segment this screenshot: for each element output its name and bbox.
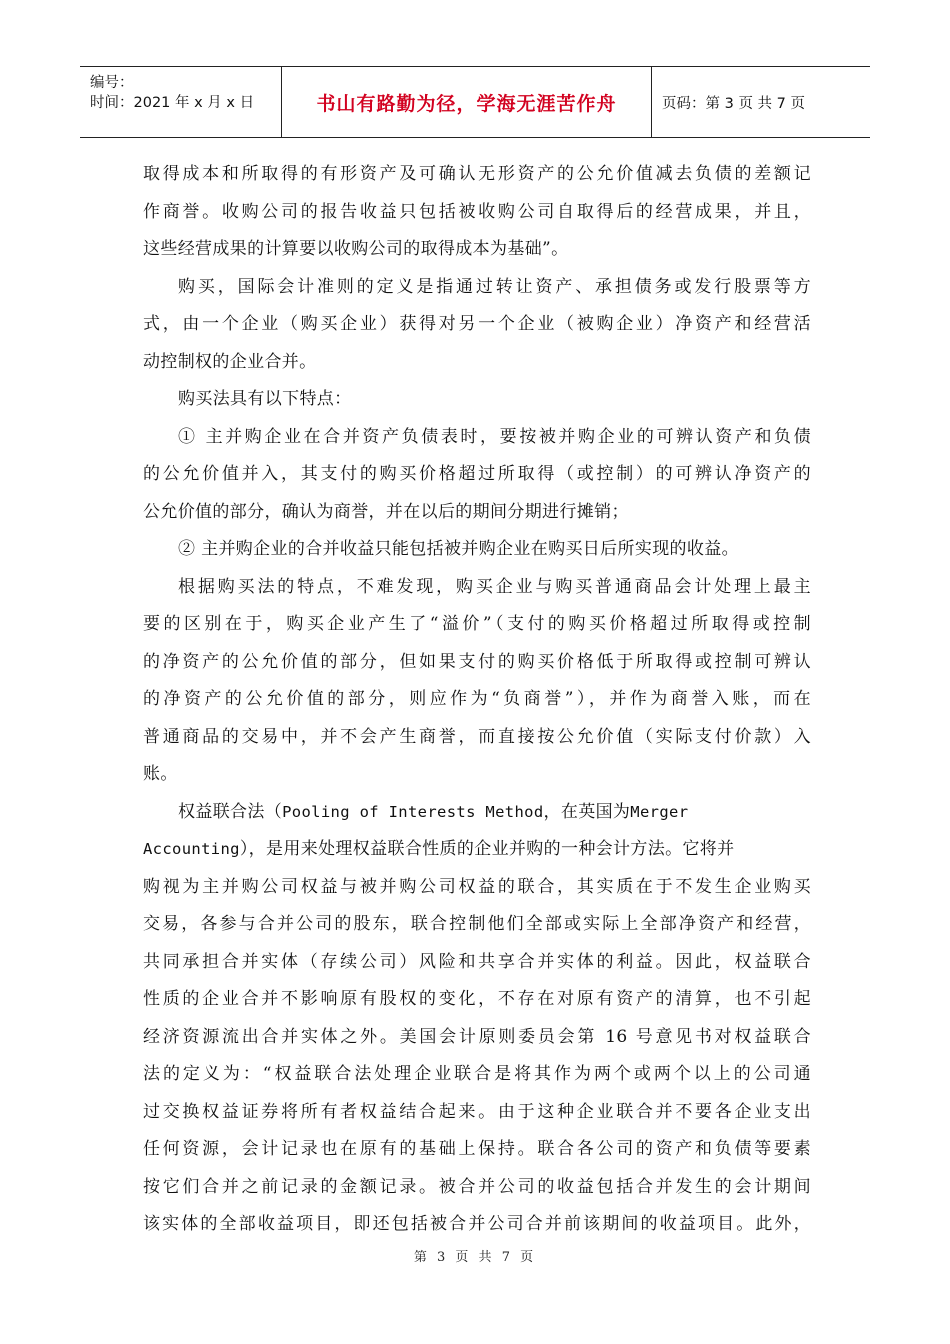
text-line: 动控制权的企业合并。 [143, 351, 317, 372]
text-line: 按它们合并之前记录的金额记录。被合并公司的收益包括合并发生的会计期间 [143, 1176, 811, 1197]
text-line: 账。 [143, 764, 178, 784]
text-line: 取得成本和所取得的有形资产及可确认无形资产的公允价值减去负债的差额记 [143, 164, 811, 184]
text-fragment: ），是用来处理权益联合性质的企业并购的一种会计方法。它将并 [239, 839, 735, 859]
text-line: 该实体的全部收益项目，即还包括被合并公司合并前该期间的收益项目。此外， [143, 1214, 811, 1234]
text-line: 式，由一个企业（购买企业）获得对另一个企业（被购企业）净资产和经营活 [143, 314, 811, 334]
text-line: 经济资源流出合并实体之外。美国会计原则委员会第 16 号意见书对权益联合 [143, 1026, 811, 1047]
text-line: 根据购买法的特点，不难发现，购买企业与购买普通商品会计处理上最主 [178, 576, 811, 597]
text-line: 的净资产的公允价值的部分，则应作为“负商誉”），并作为商誉入账，而在 [143, 689, 811, 709]
text-line: 要的区别在于，购买企业产生了“溢价”（支付的购买价格超过所取得或控制 [143, 614, 811, 634]
text-line: 公允价值的部分，确认为商誉，并在以后的期间分期进行摊销； [143, 501, 629, 522]
document-body [143, 156, 811, 1244]
text-line: 法的定义为：“权益联合法处理企业联合是将其作为两个或两个以上的公司通 [143, 1064, 811, 1084]
text-line [143, 794, 811, 832]
document-number-label: 编号： [90, 75, 134, 91]
footer-page-number: 第 3 页 共 7 页 [413, 1250, 537, 1265]
text-line: 的公允价值并入，其支付的购买价格超过所取得（或控制）的可辨认净资产的 [143, 464, 811, 484]
text-fragment: 权益联合法（ [178, 801, 283, 822]
header-meta [80, 67, 282, 137]
text-line: 这些经营成果的计算要以收购公司的取得成本为基础”。 [143, 239, 569, 259]
text-line: 任何资源，会计记录也在原有的基础上保持。联合各公司的资产和负债等要素 [143, 1139, 811, 1159]
text-line: 普通商品的交易中，并不会产生商誉，而直接按公允价值（实际支付价款）入 [143, 726, 811, 747]
page-number-label: 页码：第 3 页 共 7 页 [662, 95, 805, 112]
text-line: 的净资产的公允价值的部分，但如果支付的购买价格低于所取得或控制可辨认 [143, 651, 811, 672]
text-line: ① 主并购企业在合并资产负债表时，要按被并购企业的可辨认资产和负债 [178, 426, 811, 447]
header-page-cell [652, 67, 870, 137]
page-header [80, 66, 870, 138]
text-line: 购买，国际会计准则的定义是指通过转让资产、承担债务或发行股票等方 [178, 276, 811, 297]
page-footer [0, 1246, 950, 1265]
text-line: 共同承担合并实体（存续公司）风险和共享合并实体的利益。因此，权益联合 [143, 951, 811, 972]
text-line: 作商誉。收购公司的报告收益只包括被收购公司自取得后的经营成果，并且， [143, 201, 811, 222]
text-line: 购买法具有以下特点： [178, 389, 352, 409]
text-line: 性质的企业合并不影响原有股权的变化，不存在对原有资产的清算，也不引起 [143, 989, 811, 1009]
text-line [143, 831, 811, 869]
text-line: 购视为主并购公司权益与被并购公司权益的联合，其实质在于不发生企业购买 [143, 876, 811, 897]
text-line: 交易，各参与合并公司的股东，联合控制他们全部或实际上全部净资产和经营， [143, 914, 811, 934]
header-motto-cell [282, 67, 652, 137]
text-fragment: ，在英国为 [543, 801, 631, 822]
text-fragment: Pooling of Interests Method [282, 802, 544, 821]
text-line: ② 主并购企业的合并收益只能包括被并购企业在购买日后所实现的收益。 [178, 539, 739, 559]
text-fragment: Accounting [143, 840, 240, 858]
document-date-label: 时间：2021 年 x 月 x 日 [90, 95, 255, 111]
motto-text: 书山有路勤为径，学海无涯苦作舟 [316, 92, 617, 115]
text-line: 过交换权益证券将所有者权益结合起来。由于这种企业联合并不要各企业支出 [143, 1101, 811, 1122]
text-fragment: Merger [630, 802, 689, 821]
